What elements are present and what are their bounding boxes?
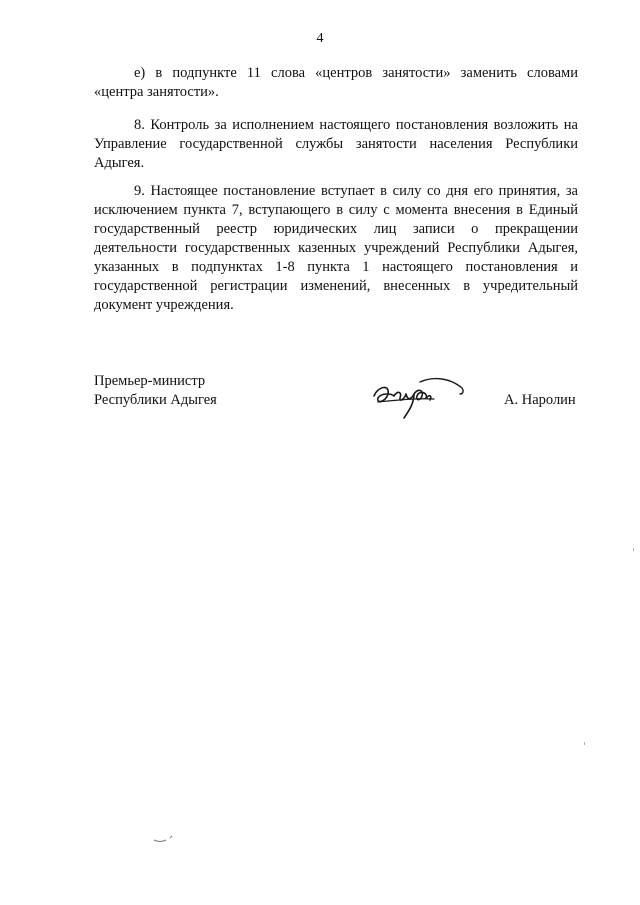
signatory-position-line1: Премьер-министр [94,373,206,389]
signatory-name: А. Наролин [504,392,576,408]
paragraph-8: 8. Контроль за исполнением настоящего постановления возложить на Управление государственной службы занятости населения Республики Адыгея. [94,117,578,171]
signatory-position-line2: Республики Адыгея [94,392,217,408]
paragraph-subitem-e: е) в подпункте 11 слова «центров занятости» заменить словами «центра занятости». [94,65,578,100]
handwritten-signature [368,372,468,422]
page-number: 4 [316,31,324,46]
scan-speck [584,742,585,745]
paragraph-9: 9. Настоящее постановление вступает в силу со дня его принятия, за исключением пункта 7, вступающего в силу с момента внесения в Единый государственный реестр юридических лиц записи о прекращении деятельности государственных казенных учреждений Республики Адыгея, указанных в подпунктах 1-8 пункта 1 настоящего постановления и государственной регистрации изменений, внесенных в учредительный документ учреждения. [94,183,578,313]
scan-speck [633,548,634,551]
signatory-position [94,372,217,410]
scan-artifact [150,832,180,846]
